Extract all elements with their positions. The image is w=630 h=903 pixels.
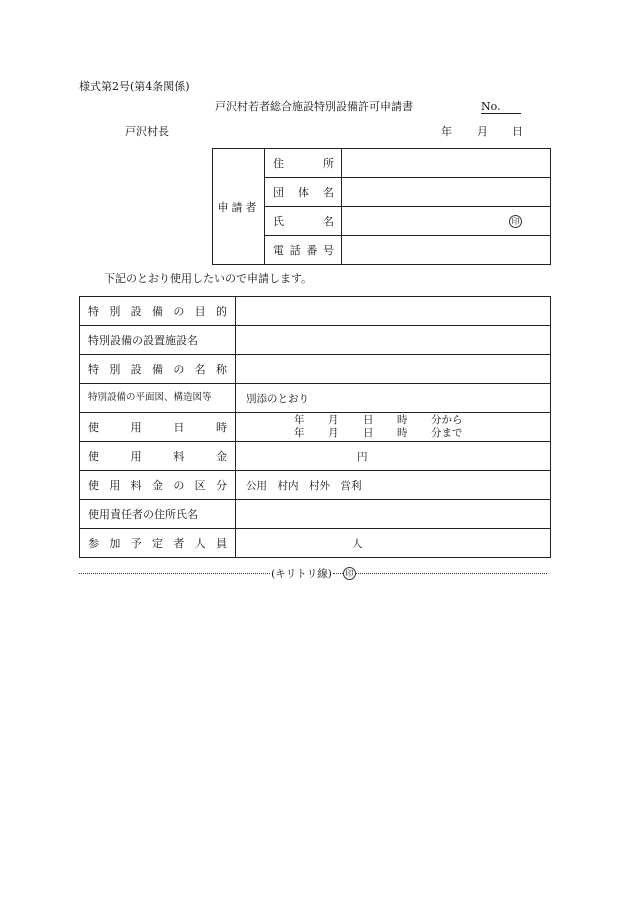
group-name-label: 団 体 名 xyxy=(265,178,342,207)
intro-text: 下記のとおり使用したいので申請します。 xyxy=(104,272,313,285)
date-day: 日 xyxy=(512,125,523,138)
cut-line xyxy=(79,567,547,579)
address-field[interactable] xyxy=(342,149,551,178)
attendees-field[interactable] xyxy=(236,529,551,558)
datetime-from: 年 月 日 時 分から xyxy=(294,414,463,426)
fee-category-field[interactable] xyxy=(236,471,551,500)
phone-field[interactable] xyxy=(342,236,551,265)
equipment-name-label: 特 別 設 備 の 名 称 xyxy=(80,355,236,384)
cut-seal-icon: 印 xyxy=(343,567,356,580)
attendees-unit: 人 xyxy=(352,537,363,550)
cut-dots-right xyxy=(356,573,547,574)
purpose-field[interactable] xyxy=(236,297,551,326)
fee-field[interactable] xyxy=(236,442,551,471)
address-label: 住 所 xyxy=(265,149,342,178)
group-name-field[interactable] xyxy=(342,178,551,207)
details-table xyxy=(79,296,551,558)
cut-dots-mid xyxy=(333,573,343,574)
plan-label: 特別設備の平面図、構造図等 xyxy=(80,384,236,413)
responsible-field[interactable] xyxy=(236,500,551,529)
responsible-label: 使用責任者の住所氏名 xyxy=(80,500,236,529)
datetime-field[interactable] xyxy=(236,413,551,442)
plan-field[interactable] xyxy=(236,384,551,413)
purpose-label: 特 別 設 備 の 目 的 xyxy=(80,297,236,326)
addressee: 戸沢村長 xyxy=(125,125,169,138)
date-month: 月 xyxy=(477,125,488,138)
attendees-label: 参 加 予 定 者 人 員 xyxy=(80,529,236,558)
fee-unit: 円 xyxy=(357,450,368,463)
applicant-table xyxy=(212,148,551,265)
phone-label: 電 話 番 号 xyxy=(265,236,342,265)
seal-icon: 印 xyxy=(509,215,522,228)
plan-value: 別添のとおり xyxy=(246,392,309,405)
form-title: 戸沢村若者総合施設特別設備許可申請書 xyxy=(215,100,413,113)
facility-field[interactable] xyxy=(236,326,551,355)
form-no: No. xyxy=(481,101,521,114)
cut-line-label: (キリトリ線) xyxy=(271,567,332,580)
form-number: 様式第2号(第4条関係) xyxy=(79,80,190,93)
date-year: 年 xyxy=(441,125,452,138)
fee-category-label: 使 用 料 金 の 区 分 xyxy=(80,471,236,500)
fee-label: 使 用 料 金 xyxy=(80,442,236,471)
cut-dots-left xyxy=(79,573,270,574)
applicant-label: 申請者 xyxy=(213,149,265,265)
datetime-to: 年 月 日 時 分まで xyxy=(294,427,463,439)
datetime-label: 使 用 日 時 xyxy=(80,413,236,442)
facility-label: 特別設備の設置施設名 xyxy=(80,326,236,355)
equipment-name-field[interactable] xyxy=(236,355,551,384)
name-field[interactable] xyxy=(342,207,551,236)
fee-category-options: 公用 村内 村外 営利 xyxy=(246,479,362,492)
name-label: 氏 名 xyxy=(265,207,342,236)
